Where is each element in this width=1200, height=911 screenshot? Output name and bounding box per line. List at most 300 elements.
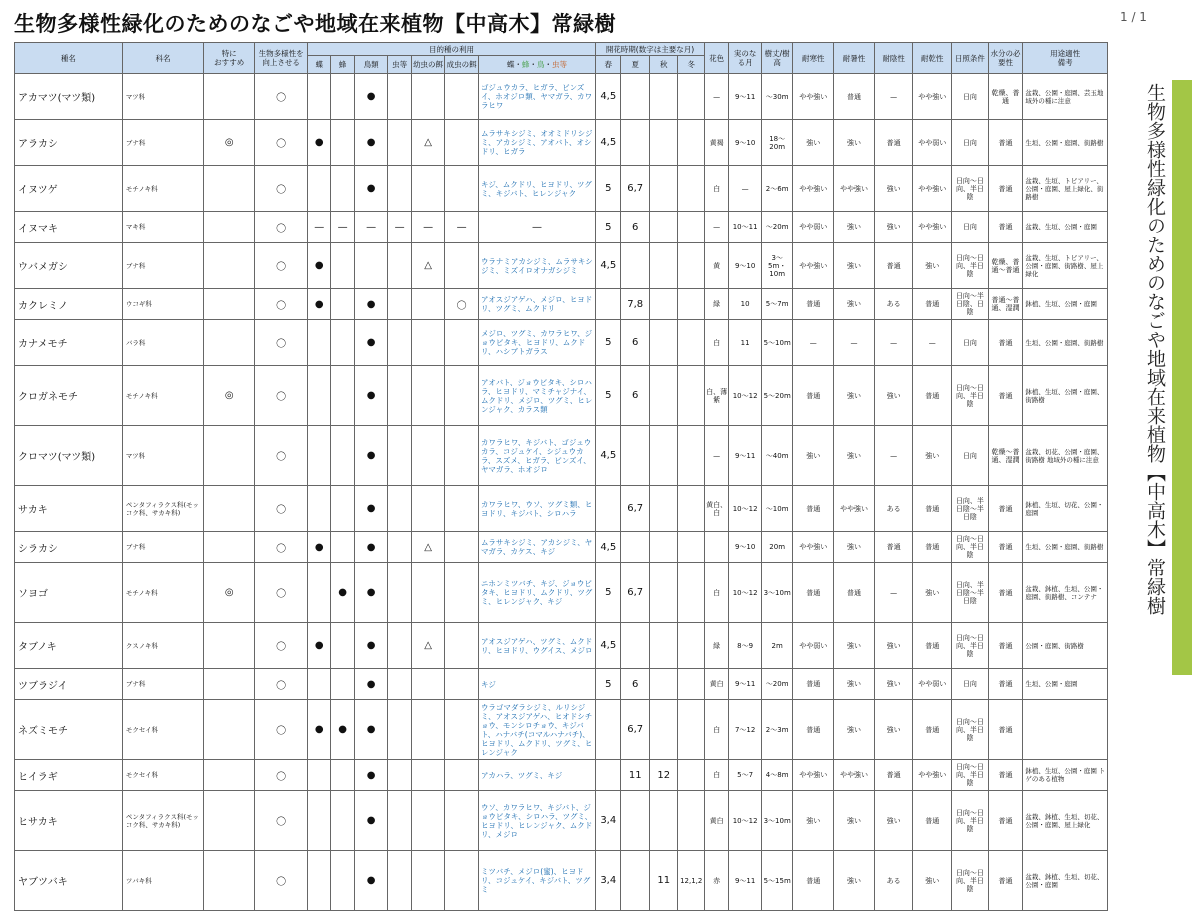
adult-food-cell — [445, 791, 479, 851]
height-cell: 2〜6m — [761, 166, 793, 212]
larva-food-cell — [411, 166, 445, 212]
butterfly-cell — [308, 74, 331, 120]
header-autumn: 秋 — [649, 56, 677, 74]
family-cell: ブナ科 — [122, 532, 203, 563]
dry-cell: 強い — [913, 426, 952, 486]
adult-food-cell — [445, 563, 479, 623]
fruit-month-cell: 9〜11 — [729, 851, 762, 911]
header-insect: 虫等 — [388, 56, 411, 74]
autumn-cell — [649, 243, 677, 289]
summer-cell — [621, 791, 649, 851]
dry-cell: やや強い — [913, 166, 952, 212]
header-flower-color: 花色 — [704, 43, 728, 74]
water-cell: 普通 — [988, 120, 1023, 166]
flower-color-cell: 白 — [704, 563, 728, 623]
heat-cell: 強い — [834, 532, 875, 563]
species-cell: カワラヒワ、キジバト、ゴジュウカラ、コジュケイ、シジュウカラ、スズメ、ヒガラ、ビンズイ、ヤマガラ、ホオジロ — [478, 426, 595, 486]
remarks-cell: 盆栽、鉢植、生垣、切花、公園・庭園 — [1023, 851, 1108, 911]
remarks-cell — [1023, 700, 1108, 760]
insect-cell — [388, 166, 411, 212]
improve-cell: 〇 — [255, 289, 308, 320]
insect-cell — [388, 532, 411, 563]
fruit-month-cell: 9〜10 — [729, 120, 762, 166]
winter-cell — [678, 532, 705, 563]
family-cell: モチノキ科 — [122, 366, 203, 426]
butterfly-cell: ● — [308, 623, 331, 669]
species-cell: アオスジアゲハ、メジロ、ヒヨドリ、ツグミ、ムクドリ — [478, 289, 595, 320]
header-summer: 夏 — [621, 56, 649, 74]
family-cell: バラ科 — [122, 320, 203, 366]
shade-cell: — — [874, 426, 913, 486]
sun-cell: 日向、半日陰〜半日陰 — [952, 563, 989, 623]
header-bird: 鳥類 — [354, 56, 388, 74]
family-cell: クスノキ科 — [122, 623, 203, 669]
adult-food-cell — [445, 120, 479, 166]
larva-food-cell — [411, 426, 445, 486]
insect-cell — [388, 320, 411, 366]
improve-cell: 〇 — [255, 166, 308, 212]
water-cell: 普通 — [988, 791, 1023, 851]
header-water: 水分の必要性 — [988, 43, 1023, 74]
sun-cell: 日向〜日向、半日陰 — [952, 166, 989, 212]
header-family: 科名 — [122, 43, 203, 74]
name-cell: ツブラジイ — [15, 669, 123, 700]
flower-color-cell: — — [704, 74, 728, 120]
plant-table — [14, 42, 1108, 911]
cold-cell: 強い — [793, 426, 834, 486]
header-usage: 用途適性 備考 — [1023, 43, 1108, 74]
spring-cell: 5 — [596, 669, 621, 700]
summer-cell: 6 — [621, 320, 649, 366]
larva-food-cell — [411, 486, 445, 532]
spring-cell: 4,5 — [596, 532, 621, 563]
shade-cell: 普通 — [874, 243, 913, 289]
family-cell: ブナ科 — [122, 669, 203, 700]
improve-cell: 〇 — [255, 426, 308, 486]
flower-color-cell: 緑 — [704, 289, 728, 320]
summer-cell — [621, 243, 649, 289]
adult-food-cell — [445, 486, 479, 532]
bee-cell: ● — [331, 563, 354, 623]
spring-cell — [596, 760, 621, 791]
autumn-cell — [649, 212, 677, 243]
water-cell: 普通 — [988, 166, 1023, 212]
autumn-cell: 12 — [649, 760, 677, 791]
recommend-cell — [204, 669, 255, 700]
insect-cell — [388, 851, 411, 911]
height-cell: 3〜5m・10m — [761, 243, 793, 289]
summer-cell — [621, 120, 649, 166]
sun-cell: 日向〜日向、半日陰 — [952, 366, 989, 426]
larva-food-cell — [411, 669, 445, 700]
species-cell: キジ — [478, 669, 595, 700]
cold-cell: 普通 — [793, 366, 834, 426]
butterfly-cell: ● — [308, 289, 331, 320]
heat-cell: 強い — [834, 669, 875, 700]
autumn-cell — [649, 366, 677, 426]
bird-cell: ● — [354, 320, 388, 366]
insect-cell — [388, 760, 411, 791]
autumn-cell — [649, 791, 677, 851]
fruit-month-cell: 10〜12 — [729, 563, 762, 623]
name-cell: ヒサカキ — [15, 791, 123, 851]
butterfly-cell — [308, 851, 331, 911]
shade-cell: 普通 — [874, 760, 913, 791]
recommend-cell — [204, 760, 255, 791]
table-row — [15, 486, 1108, 532]
improve-cell: 〇 — [255, 120, 308, 166]
dry-cell: やや強い — [913, 760, 952, 791]
remarks-cell: 盆栽、生垣、トピアリー、公園・庭園、屋上緑化、街路樹 — [1023, 166, 1108, 212]
sun-cell: 日向、半日陰〜半日陰 — [952, 486, 989, 532]
dry-cell: 強い — [913, 243, 952, 289]
spring-cell: 4,5 — [596, 74, 621, 120]
remarks-cell: 生垣、公園・庭園 — [1023, 669, 1108, 700]
sun-cell: 日向 — [952, 74, 989, 120]
butterfly-cell — [308, 320, 331, 366]
summer-cell — [621, 74, 649, 120]
bird-cell: — — [354, 212, 388, 243]
name-cell: カナメモチ — [15, 320, 123, 366]
remarks-cell: 生垣、公園・庭園、街路樹 — [1023, 120, 1108, 166]
larva-food-cell — [411, 74, 445, 120]
bee-cell — [331, 851, 354, 911]
improve-cell: 〇 — [255, 486, 308, 532]
butterfly-cell — [308, 166, 331, 212]
table-row — [15, 289, 1108, 320]
bird-cell: ● — [354, 120, 388, 166]
dry-cell: 普通 — [913, 791, 952, 851]
height-cell: 18〜20m — [761, 120, 793, 166]
name-cell: ヤブツバキ — [15, 851, 123, 911]
header-shade: 耐陰性 — [874, 43, 913, 74]
height-cell: 5〜10m — [761, 320, 793, 366]
bee-cell — [331, 669, 354, 700]
header-winter: 冬 — [678, 56, 705, 74]
larva-food-cell: △ — [411, 532, 445, 563]
remarks-cell: 生垣、公園・庭園、街路樹 — [1023, 532, 1108, 563]
shade-cell: 普通 — [874, 120, 913, 166]
winter-cell — [678, 120, 705, 166]
adult-food-cell — [445, 243, 479, 289]
cold-cell: 強い — [793, 791, 834, 851]
family-cell: マキ科 — [122, 212, 203, 243]
family-cell: モクセイ科 — [122, 760, 203, 791]
fruit-month-cell: 8〜9 — [729, 623, 762, 669]
bird-cell: ● — [354, 700, 388, 760]
adult-food-cell — [445, 532, 479, 563]
family-cell: マツ科 — [122, 426, 203, 486]
family-cell: ペンタフィラクス科(モッコク科、サカキ科) — [122, 791, 203, 851]
spring-cell: 5 — [596, 366, 621, 426]
shade-cell: ある — [874, 851, 913, 911]
family-cell: ツバキ科 — [122, 851, 203, 911]
header-fruit-month: 実のなる月 — [729, 43, 762, 74]
header-butterfly: 蝶 — [308, 56, 331, 74]
page-indicator: 1 / 1 — [1120, 10, 1147, 24]
winter-cell — [678, 426, 705, 486]
butterfly-cell: ● — [308, 243, 331, 289]
species-cell: アオスジアゲハ、ツグミ、ムクドリ、ヒヨドリ、ウグイス、メジロ — [478, 623, 595, 669]
species-cell: ウソ、カワラヒワ、キジバト、ジョウビタキ、シロハラ、ツグミ、ヒヨドリ、ヒレンジャク、ムクドリ、メジロ — [478, 791, 595, 851]
header-cold: 耐寒性 — [793, 43, 834, 74]
fruit-month-cell: 9〜11 — [729, 669, 762, 700]
improve-cell: 〇 — [255, 532, 308, 563]
table-row — [15, 791, 1108, 851]
larva-food-cell — [411, 791, 445, 851]
table-header — [15, 43, 1108, 74]
side-vertical-title: 生物多様性緑化のためのなごや地域在来植物【中高木】常緑樹 — [1144, 83, 1166, 615]
larva-food-cell: — — [411, 212, 445, 243]
shade-cell: 普通 — [874, 532, 913, 563]
improve-cell: 〇 — [255, 212, 308, 243]
family-cell: モチノキ科 — [122, 563, 203, 623]
recommend-cell — [204, 320, 255, 366]
recommend-cell: ◎ — [204, 120, 255, 166]
family-cell: モチノキ科 — [122, 166, 203, 212]
larva-food-cell: △ — [411, 243, 445, 289]
autumn-cell — [649, 623, 677, 669]
fruit-month-cell: 9〜10 — [729, 532, 762, 563]
cold-cell: 普通 — [793, 289, 834, 320]
header-recommend: 特に おすすめ — [204, 43, 255, 74]
bird-cell: ● — [354, 532, 388, 563]
sun-cell: 日向〜日向、半日陰 — [952, 760, 989, 791]
butterfly-cell: ● — [308, 532, 331, 563]
height-cell: 〜40m — [761, 426, 793, 486]
butterfly-cell — [308, 669, 331, 700]
table-row — [15, 532, 1108, 563]
winter-cell — [678, 212, 705, 243]
heat-cell: — — [834, 320, 875, 366]
bird-cell: ● — [354, 851, 388, 911]
water-cell: 普通 — [988, 320, 1023, 366]
water-cell: 普通 — [988, 212, 1023, 243]
table-row — [15, 366, 1108, 426]
bird-cell — [354, 243, 388, 289]
winter-cell: 12,1,2 — [678, 851, 705, 911]
dry-cell: 普通 — [913, 289, 952, 320]
spring-cell — [596, 700, 621, 760]
heat-cell: 普通 — [834, 563, 875, 623]
improve-cell: 〇 — [255, 563, 308, 623]
header-flower-period: 開花時期(数字は主要な月) — [596, 43, 705, 56]
sun-cell: 日向 — [952, 120, 989, 166]
autumn-cell: 11 — [649, 851, 677, 911]
flower-color-cell: 黄白 — [704, 791, 728, 851]
header-dry: 耐乾性 — [913, 43, 952, 74]
dry-cell: 強い — [913, 851, 952, 911]
header-heat: 耐暑性 — [834, 43, 875, 74]
species-cell: アカハラ、ツグミ、キジ — [478, 760, 595, 791]
insect-cell — [388, 623, 411, 669]
name-cell: イヌツゲ — [15, 166, 123, 212]
summer-cell: 6 — [621, 212, 649, 243]
flower-color-cell: 緑 — [704, 623, 728, 669]
butterfly-cell — [308, 791, 331, 851]
remarks-cell: 盆栽、切花、公園・庭園、街路樹 地域外の種に注意 — [1023, 426, 1108, 486]
water-cell: 乾燥〜普通、湿潤 — [988, 426, 1023, 486]
species-cell: アオバト、ジョウビタキ、シロハラ、ヒヨドリ、マミチャジナイ、ムクドリ、メジロ、ツグミ、ヒレンジャク、カラス類 — [478, 366, 595, 426]
header-name: 種名 — [15, 43, 123, 74]
height-cell: 〜30m — [761, 74, 793, 120]
spring-cell: 5 — [596, 563, 621, 623]
dry-cell: 普通 — [913, 700, 952, 760]
shade-cell: 強い — [874, 212, 913, 243]
bee-cell: — — [331, 212, 354, 243]
sun-cell: 日向〜日向、半日陰 — [952, 851, 989, 911]
bird-cell: ● — [354, 426, 388, 486]
recommend-cell — [204, 166, 255, 212]
shade-cell: — — [874, 74, 913, 120]
side-accent-bar — [1172, 80, 1192, 675]
cold-cell: やや弱い — [793, 623, 834, 669]
adult-food-cell — [445, 166, 479, 212]
spring-cell: 4,5 — [596, 120, 621, 166]
heat-cell: 強い — [834, 700, 875, 760]
recommend-cell: ◎ — [204, 563, 255, 623]
fruit-month-cell: 10〜11 — [729, 212, 762, 243]
autumn-cell — [649, 120, 677, 166]
spring-cell: 5 — [596, 166, 621, 212]
larva-food-cell — [411, 851, 445, 911]
summer-cell: 6 — [621, 669, 649, 700]
document-title: 生物多様性緑化のためのなごや地域在来植物【中高木】常緑樹 — [14, 12, 616, 36]
table-row — [15, 320, 1108, 366]
fruit-month-cell: 9〜10 — [729, 243, 762, 289]
table-row — [15, 623, 1108, 669]
table-row — [15, 166, 1108, 212]
height-cell: 2〜3m — [761, 700, 793, 760]
bird-cell: ● — [354, 74, 388, 120]
autumn-cell — [649, 320, 677, 366]
recommend-cell — [204, 486, 255, 532]
adult-food-cell — [445, 366, 479, 426]
insect-cell — [388, 669, 411, 700]
autumn-cell — [649, 700, 677, 760]
heat-cell: 強い — [834, 212, 875, 243]
fruit-month-cell: 9〜11 — [729, 74, 762, 120]
height-cell: 4〜8m — [761, 760, 793, 791]
autumn-cell — [649, 486, 677, 532]
winter-cell — [678, 243, 705, 289]
butterfly-cell: ● — [308, 700, 331, 760]
name-cell: クロマツ(マツ類) — [15, 426, 123, 486]
winter-cell — [678, 760, 705, 791]
flower-color-cell: 白、薄紫 — [704, 366, 728, 426]
larva-food-cell — [411, 320, 445, 366]
fruit-month-cell: 10〜12 — [729, 791, 762, 851]
butterfly-cell — [308, 486, 331, 532]
improve-cell: 〇 — [255, 760, 308, 791]
summer-cell: 6 — [621, 366, 649, 426]
bird-cell: ● — [354, 289, 388, 320]
heat-cell: 強い — [834, 623, 875, 669]
larva-food-cell: △ — [411, 120, 445, 166]
insect-cell — [388, 486, 411, 532]
water-cell: 普通 — [988, 563, 1023, 623]
shade-cell: 強い — [874, 166, 913, 212]
heat-cell: やや強い — [834, 166, 875, 212]
bee-cell — [331, 289, 354, 320]
name-cell: ウバメガシ — [15, 243, 123, 289]
summer-cell — [621, 623, 649, 669]
spring-cell — [596, 486, 621, 532]
name-cell: サカキ — [15, 486, 123, 532]
header-sun: 日照条件 — [952, 43, 989, 74]
recommend-cell — [204, 426, 255, 486]
summer-cell: 6,7 — [621, 563, 649, 623]
autumn-cell — [649, 669, 677, 700]
remarks-cell: 公園・庭園、街路樹 — [1023, 623, 1108, 669]
table-row — [15, 120, 1108, 166]
water-cell: 普通 — [988, 760, 1023, 791]
table-row — [15, 74, 1108, 120]
bee-cell — [331, 166, 354, 212]
fruit-month-cell: 10 — [729, 289, 762, 320]
spring-cell: 5 — [596, 212, 621, 243]
spring-cell: 3,4 — [596, 791, 621, 851]
height-cell: 3〜10m — [761, 791, 793, 851]
shade-cell: 強い — [874, 623, 913, 669]
winter-cell — [678, 320, 705, 366]
flower-color-cell: 白 — [704, 760, 728, 791]
remarks-cell: 鉢植、生垣、公園・庭園 トゲのある植物 — [1023, 760, 1108, 791]
remarks-cell: 盆栽、公園・庭園、芸玉地域外の種に注意 — [1023, 74, 1108, 120]
spring-cell: 4,5 — [596, 243, 621, 289]
insect-cell — [388, 791, 411, 851]
cold-cell: やや強い — [793, 532, 834, 563]
dry-cell: 普通 — [913, 623, 952, 669]
heat-cell: 強い — [834, 289, 875, 320]
header-purpose-group: 目的種の利用 — [308, 43, 596, 56]
shade-cell: — — [874, 563, 913, 623]
recommend-cell — [204, 791, 255, 851]
species-cell: キジ、ムクドリ、ヒヨドリ、ツグミ、キジバト、ヒレンジャク — [478, 166, 595, 212]
water-cell: 乾燥、普通〜普通 — [988, 243, 1023, 289]
insect-cell — [388, 243, 411, 289]
insect-cell — [388, 700, 411, 760]
fruit-month-cell: 5〜7 — [729, 760, 762, 791]
species-cell: ニホンミツバチ、キジ、ジョウビタキ、ヒヨドリ、ムクドリ、ツグミ、ヒレンジャク、キジ — [478, 563, 595, 623]
bee-cell — [331, 426, 354, 486]
name-cell: アカマツ(マツ類) — [15, 74, 123, 120]
remarks-cell: 生垣、公園・庭園、街路樹 — [1023, 320, 1108, 366]
fruit-month-cell: 10〜12 — [729, 366, 762, 426]
remarks-cell: 盆栽、生垣、トピアリー、公園・庭園、街路樹、屋上緑化 — [1023, 243, 1108, 289]
heat-cell: 強い — [834, 243, 875, 289]
flower-color-cell: — — [704, 426, 728, 486]
recommend-cell — [204, 851, 255, 911]
height-cell: 2m — [761, 623, 793, 669]
remarks-cell: 盆栽、鉢植、生垣、公園・庭園、街路樹、コンテナ — [1023, 563, 1108, 623]
shade-cell: ある — [874, 289, 913, 320]
height-cell: 5〜15m — [761, 851, 793, 911]
bird-cell: ● — [354, 669, 388, 700]
dry-cell: 普通 — [913, 532, 952, 563]
water-cell: 普通〜普通、湿潤 — [988, 289, 1023, 320]
recommend-cell: ◎ — [204, 366, 255, 426]
fruit-month-cell: 9〜11 — [729, 426, 762, 486]
bee-cell — [331, 760, 354, 791]
bee-cell — [331, 243, 354, 289]
cold-cell: やや強い — [793, 243, 834, 289]
winter-cell — [678, 166, 705, 212]
larva-food-cell — [411, 289, 445, 320]
summer-cell: 6,7 — [621, 486, 649, 532]
name-cell: タブノキ — [15, 623, 123, 669]
height-cell: 〜20m — [761, 212, 793, 243]
